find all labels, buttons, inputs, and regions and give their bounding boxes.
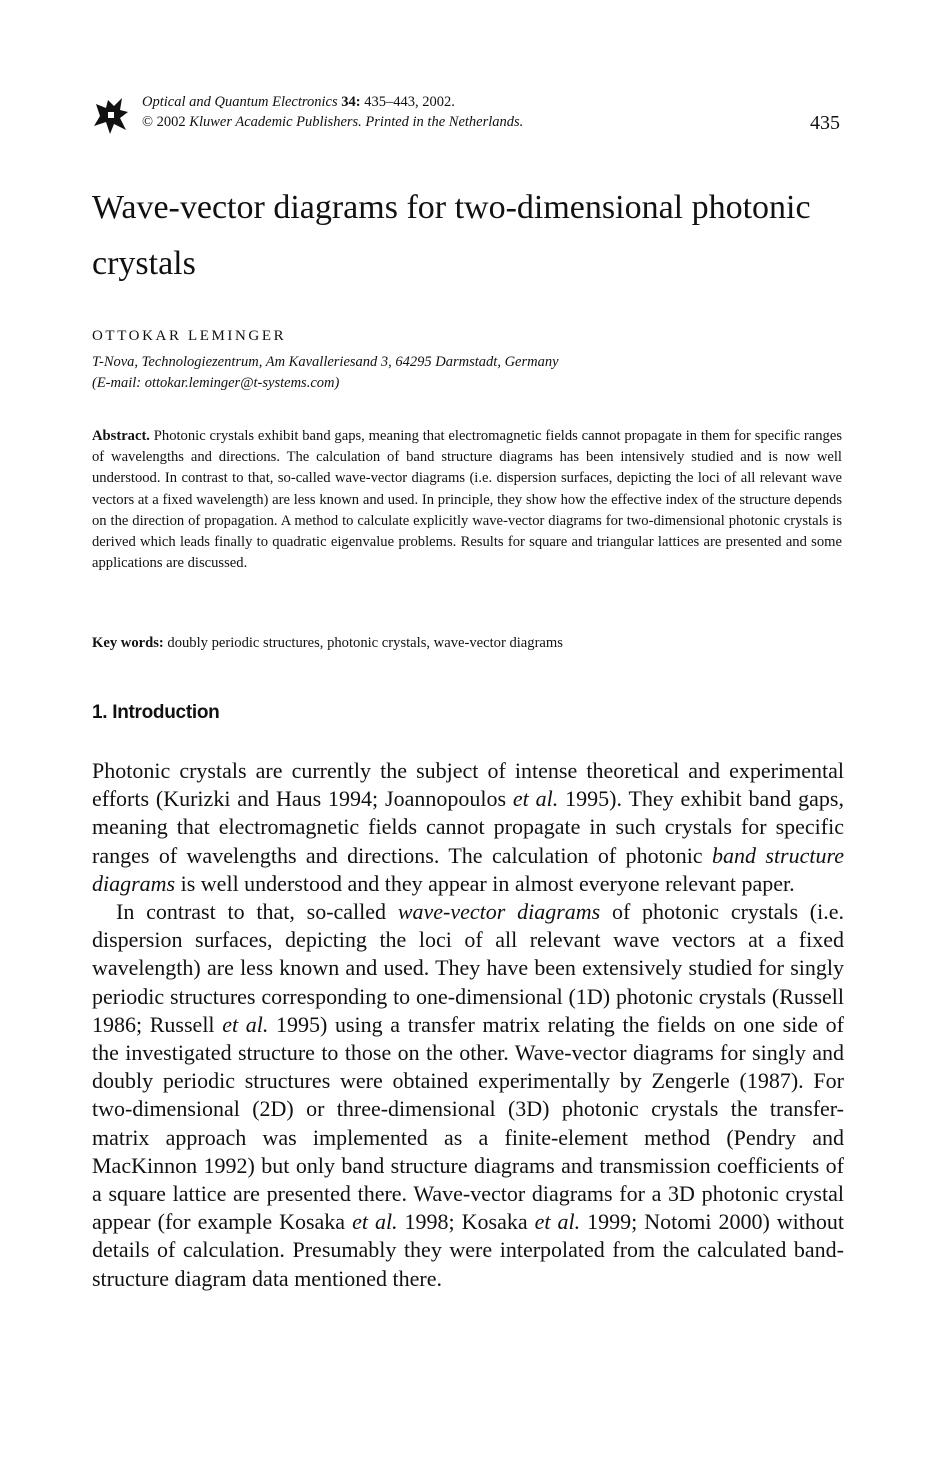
italic-run: et al.	[352, 1209, 398, 1235]
keywords-label: Key words:	[92, 635, 164, 651]
text-run: 1995). They exhibit band gaps, meaning that electromagnetic fields cannot propagate in such crystals for specific ranges of wavelengths and directions. The calculation of photonic	[92, 786, 844, 868]
journal-citation	[142, 92, 523, 132]
text-run: is well understood and they appear in almost everyone relevant paper.	[175, 870, 795, 896]
italic-run: et al.	[222, 1011, 269, 1037]
abstract-label: Abstract.	[92, 428, 150, 444]
publisher-logo-icon	[92, 96, 130, 136]
abstract	[92, 426, 842, 574]
author-name: OTTOKAR LEMINGER	[92, 328, 287, 344]
journal-name: Optical and Quantum Electronics	[142, 94, 338, 110]
paragraph	[92, 757, 844, 898]
section-heading: 1. Introduction	[92, 702, 220, 723]
page-number: 435	[810, 112, 840, 134]
text-run: 1998; Kosaka	[397, 1209, 535, 1235]
abstract-text: Photonic crystals exhibit band gaps, meaning that electromagnetic fields cannot propagate in them for specific ranges of wavelengths and directions. The calculation of band structure diagrams has been intensively studied and is now well understood. In contrast to that, so-called wave-vector diagrams (i.e. dispersion surfaces, depicting the loci of all relevant wave vectors at a fixed wavelength) are less known and used. In principle, they show how the effective index of the structure depends on the direction of propagation. A method to calculate explicitly wave-vector diagrams for two-dimensional photonic crystals is derived which leads finally to quadratic eigenvalue problems. Results for square and triangular lattices are presented and some applications are discussed.	[92, 428, 843, 572]
journal-pages: 435–443, 2002.	[364, 94, 455, 110]
paragraph	[92, 898, 844, 1293]
affiliation-address: T-Nova, Technologiezentrum, Am Kavalleriesand 3, 64295 Darmstadt, Germany	[92, 354, 559, 370]
keywords-text: doubly periodic structures, photonic crystals, wave-vector diagrams	[167, 635, 563, 651]
text-run: 1995) using a transfer matrix relating the fields on one side of the investigated structure to those on the other. Wave-vector diagrams for singly and doubly periodic structures were obtained experimentally by Zengerle (1987). For two-dimensional (2D) or three-dimensional (3D) photonic crystals the transfer-matrix approach was implemented as a finite-element method (Pendry and MacKinnon 1992) but only band structure diagrams and transmission coefficients of a square lattice are presented there. Wave-vector diagrams for a 3D photonic crystal appear (for example Kosaka	[92, 1011, 844, 1235]
italic-term: wave-vector diagrams	[397, 899, 601, 925]
page-header	[92, 92, 852, 142]
body-text	[92, 757, 844, 1293]
journal-volume: 34:	[341, 94, 361, 110]
text-run: Photonic crystals are currently the subject of intense theoretical and experimental efforts (Kurizki and Haus 1994; Joannopoulos	[92, 758, 844, 812]
text-run: 1999; Notomi 2000) without details of calculation. Presumably they were interpolated from the calculated band-structure diagram data mentioned there.	[92, 1209, 844, 1291]
text-run: In contrast to that, so-called	[116, 899, 398, 925]
italic-term: band structure diagrams	[92, 842, 845, 896]
text-run: of photonic crystals (i.e. dispersion surfaces, depicting the loci of all relevant wave vectors at a fixed wavelength) are less known and used. They have been extensively studied for singly periodic structures corresponding to one-dimensional (1D) photonic crystals (Russell 1986; Russell	[92, 899, 844, 1037]
italic-run: et al.	[534, 1209, 581, 1235]
publisher-line: Kluwer Academic Publishers. Printed in the Netherlands.	[189, 114, 524, 130]
copyright: © 2002	[142, 114, 186, 130]
affiliation-email: (E-mail: ottokar.leminger@t-systems.com)	[92, 375, 340, 391]
paper-title: Wave-vector diagrams for two-dimensional photonic crystals	[92, 189, 811, 282]
italic-run: et al.	[512, 786, 559, 812]
affiliation	[92, 352, 852, 394]
keywords	[92, 633, 842, 654]
